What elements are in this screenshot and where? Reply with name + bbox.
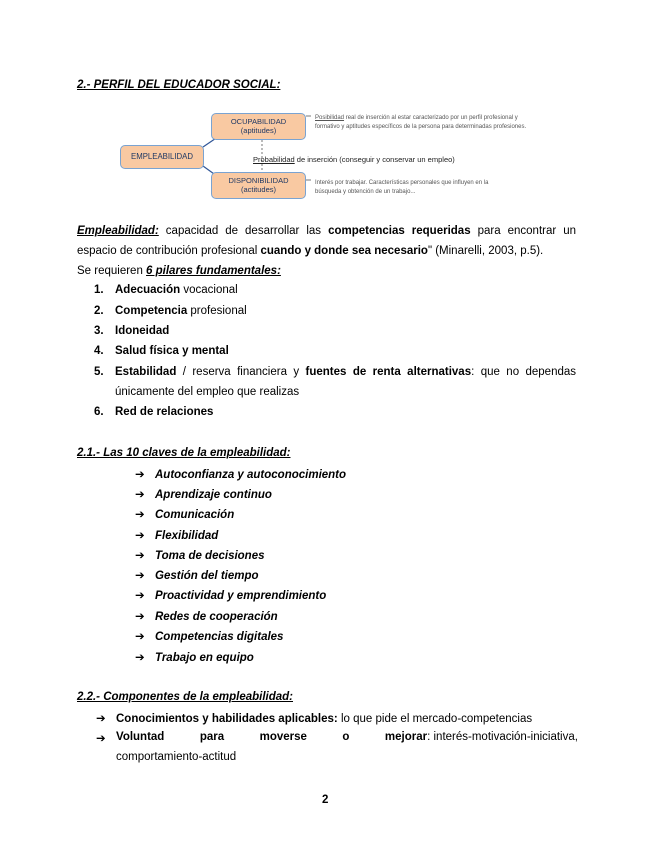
key-item: ➔ Aprendizaje continuo	[135, 489, 272, 501]
key-item: ➔ Toma de decisiones	[135, 550, 265, 562]
pillar-item-continuation: únicamente del empleo que realizas	[115, 386, 300, 398]
arrow-icon: ➔	[96, 713, 106, 725]
arrow-icon: ➔	[135, 652, 145, 664]
arrow-icon: ➔	[135, 590, 145, 602]
pillar-item: 1. Adecuación vocacional	[94, 284, 238, 296]
definition-line-1: Empleabilidad: capacidad de desarrollar las competencias requeridas para encontrar un	[77, 225, 576, 237]
key-item: ➔ Trabajo en equipo	[135, 652, 254, 664]
key-item: ➔ Redes de cooperación	[135, 611, 278, 623]
component-item: ➔ Voluntad para moverse o mejorar: interés-motivación-iniciativa,	[96, 731, 578, 745]
page-number: 2	[322, 794, 329, 806]
key-item: ➔ Flexibilidad	[135, 530, 219, 542]
subsection-title-components: 2.2.- Componentes de la empleabilidad:	[77, 691, 293, 703]
key-item: ➔ Autoconfianza y autoconocimiento	[135, 469, 347, 481]
arrow-icon: ➔	[135, 570, 145, 582]
empleabilidad-box: EMPLEABILIDAD	[120, 145, 204, 169]
ocupabilidad-note: Posibilidad real de inserción al estar caracterizado por un perfil profesional y formativo y aptitudes específicos de la persona para determinadas profesiones.	[315, 115, 527, 130]
arrow-icon: ➔	[135, 550, 145, 562]
disponibilidad-box: DISPONIBILIDAD (actitudes)	[211, 172, 306, 199]
key-item: ➔ Competencias digitales	[135, 631, 284, 643]
pillar-item: 4. Salud física y mental	[94, 345, 229, 357]
arrow-icon: ➔	[135, 611, 145, 623]
pillars-intro: Se requieren 6 pilares fundamentales:	[77, 265, 281, 277]
pillar-item: 5. Estabilidad / reserva financiera y fuentes de renta alternativas: que no dependas	[94, 366, 577, 378]
ocupabilidad-box: OCUPABILIDAD (aptitudes)	[211, 113, 306, 140]
key-item: ➔ Proactividad y emprendimiento	[135, 590, 327, 602]
section-title: 2.- PERFIL DEL EDUCADOR SOCIAL:	[77, 79, 281, 91]
pillar-item: 2. Competencia profesional	[94, 305, 247, 317]
definition-line-2: espacio de contribución profesional cuando y donde sea necesario" (Minarelli, 2003, p.5).	[77, 245, 544, 257]
arrow-icon: ➔	[96, 733, 106, 745]
component-item-continuation: comportamiento-actitud	[116, 751, 237, 763]
pillar-item: 3. Idoneidad	[94, 325, 170, 337]
probability-label: Probabilidad de inserción (conseguir y conservar un empleo)	[253, 155, 455, 164]
component-item: ➔ Conocimientos y habilidades aplicables: lo que pide el mercado-competencias	[96, 713, 533, 725]
key-item: ➔ Gestión del tiempo	[135, 570, 259, 582]
arrow-icon: ➔	[135, 631, 145, 643]
arrow-icon: ➔	[135, 489, 145, 501]
arrow-icon: ➔	[135, 530, 145, 542]
arrow-icon: ➔	[135, 469, 145, 481]
subsection-title-keys: 2.1.- Las 10 claves de la empleabilidad:	[77, 447, 291, 459]
key-item: ➔ Comunicación	[135, 509, 235, 521]
disponibilidad-note: Interés por trabajar. Características personales que influyen en la búsqueda y obtención de un trabajo...	[315, 180, 489, 195]
arrow-icon: ➔	[135, 509, 145, 521]
pillar-item: 6. Red de relaciones	[94, 406, 214, 418]
